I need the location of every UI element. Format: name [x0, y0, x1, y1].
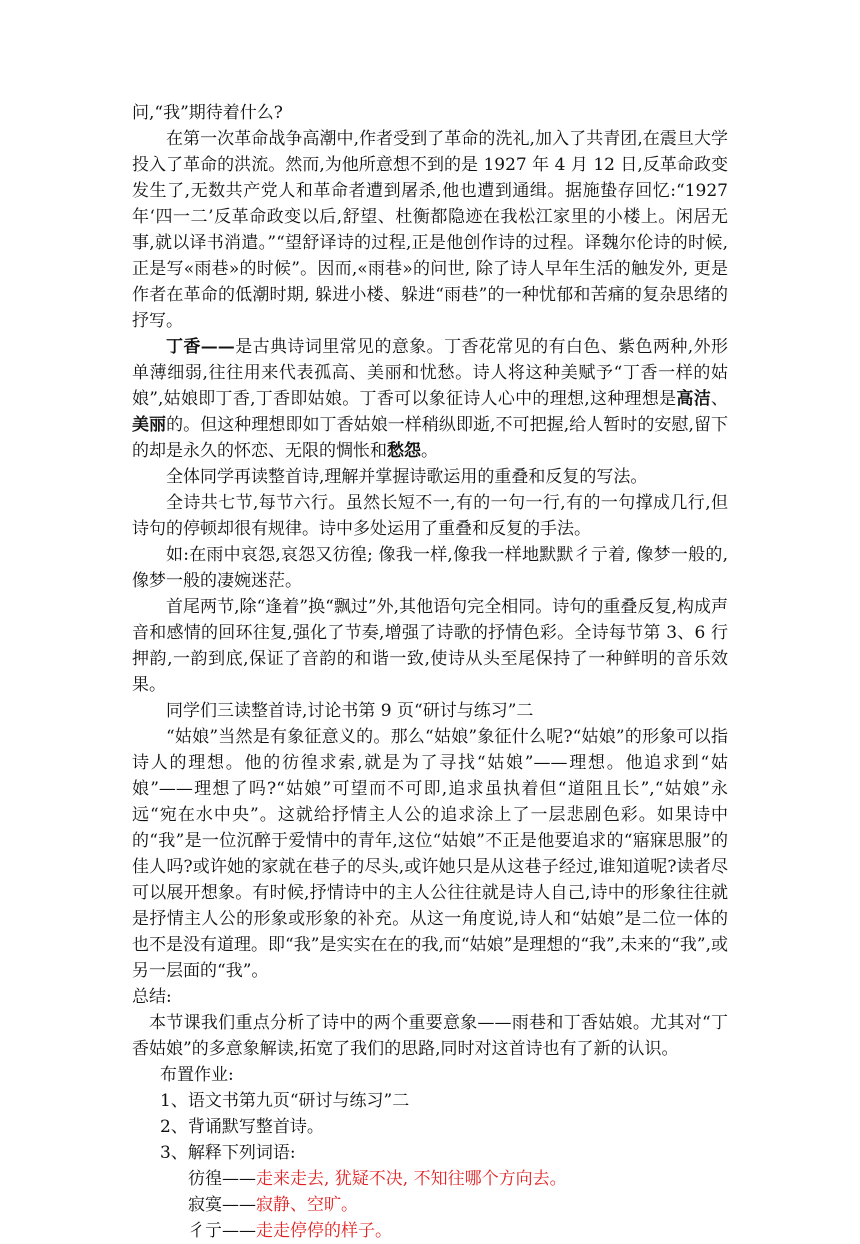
paragraph-structure: 全诗共七节,每节六行。虽然长短不一,有的一句一行,有的一句撑成几行,但诗句的停顿却很有规律。诗中多处运用了重叠和反复的手法。: [132, 493, 728, 539]
document-body: [132, 100, 728, 1244]
paragraph-girl-symbol: “姑娘”当然是有象征意义的。那么“姑娘”象征什么呢?“姑娘”的形象可以指诗人的理想。他的彷徨求索,就是为了寻找“姑娘”——理想。他追求到“姑娘”——理想了吗?“姑娘”可望而不可即,追求虽执着但“道阻且长”,“姑娘”永远“宛在水中央”。这就给抒情主人公的追求涂上了一层悲剧色彩。如果诗中的“我”是一位沉醉于爱情中的青年,这位“姑娘”不正是他要追求的“寤寐思服”的佳人吗?或许她的家就在巷子的尽头,或许她只是从这巷子经过,谁知道呢?读者尽可以展开想象。有时候,抒情诗中的主人公往往就是诗人自己,诗中的形象往往就是抒情主人公的形象或形象的补充。从这一角度说,诗人和“姑娘”是二位一体的也不是没有道理。即“我”是实实在在的我,而“姑娘”是理想的“我”,未来的“我”,或另一层面的“我”。: [132, 727, 728, 981]
paragraph-example: 如:在雨中哀怨,哀怨又彷徨; 像我一样,像我一样地默默彳亍着, 像梦一般的,像梦一般的凄婉迷茫。: [132, 545, 728, 591]
lilac-lead: 丁香——: [166, 337, 235, 357]
vocab-definition: 寂静、空旷。: [256, 1195, 358, 1215]
vocab-term: 寂寞——: [188, 1195, 256, 1215]
vocab-term: 彳亍——: [188, 1221, 256, 1241]
homework-heading: 布置作业:: [160, 1065, 234, 1085]
homework-item-2: 2、背诵默写整首诗。: [160, 1117, 324, 1137]
vocab-item: [132, 1166, 728, 1192]
homework-item-1: 1、语文书第九页“研讨与练习”二: [160, 1091, 410, 1111]
summary-text: 本节课我们重点分析了诗中的两个重要意象——雨巷和丁香姑娘。尤其对“丁香姑娘”的多意象解读,拓宽了我们的思路,同时对这首诗也有了新的认识。: [132, 1013, 728, 1059]
summary-heading: 总结:: [132, 987, 172, 1007]
vocab-item: [132, 1218, 728, 1244]
paragraph-repetition: 首尾两节,除“逢着”换“飘过”外,其他语句完全相同。诗句的重叠反复,构成声音和感情的回环往复,强化了节奏,增强了诗歌的抒情色彩。全诗每节第 3、6 行押韵,一韵到底,保证了音韵的和谐一致,使诗从头至尾保持了一种鲜明的音乐效果。: [132, 597, 728, 695]
vocab-definition: 走来走去, 犹疑不决, 不知往哪个方向去。: [256, 1169, 567, 1189]
lilac-bold-2: 美丽: [132, 415, 167, 435]
lilac-bold-1: 高洁: [676, 389, 711, 409]
lilac-text-a: 是古典诗词里常见的意象。丁香花常见的有白色、紫色两种,外形单薄细弱,往往用来代表孤高、美丽和忧愁。诗人将这种美赋予“丁香一样的姑娘”,姑娘即丁香,丁香即姑娘。丁香可以象征诗人心中的理想,这种理想是: [132, 337, 728, 409]
homework-item-3: 3、解释下列词语:: [160, 1143, 296, 1163]
vocab-item: [132, 1192, 728, 1218]
lilac-text-c: 、: [711, 389, 728, 409]
vocab-term: 彷徨——: [188, 1169, 256, 1189]
paragraph-discussion: 同学们三读整首诗,讨论书第 9 页“研讨与练习”二: [166, 701, 534, 721]
lilac-bold-3: 愁怨: [387, 441, 421, 461]
paragraph-reread: 全体同学再读整首诗,理解并掌握诗歌运用的重叠和反复的写法。: [166, 467, 648, 487]
paragraph-question: 问,“我”期待着什么?: [132, 103, 283, 123]
lilac-text-e: 。: [421, 441, 438, 461]
paragraph-lilac: [132, 334, 728, 464]
vocab-definition: 走走停停的样子。: [256, 1221, 392, 1241]
paragraph-background: 在第一次革命战争高潮中,作者受到了革命的洗礼,加入了共青团,在震旦大学投入了革命的洪流。然而,为他所意想不到的是 1927 年 4 月 12 日,反革命政变发生了,无数共产党人和革命者遭到屠杀,他也遭到通缉。据施蛰存回忆:“1927 年‘四一二’反革命政变以后,舒望、杜衡都隐迹在我松江家里的小楼上。闲居无事,就以译书消遣。”“望舒译诗的过程,正是他创作诗的过程。译魏尔伦诗的时候,正是写«雨巷»的时候”。因而,«雨巷»的问世, 除了诗人早年生活的触发外, 更是作者在革命的低潮时期, 躲进小楼、躲进“雨巷”的一种忧郁和苦痛的复杂思绪的抒写。: [132, 129, 728, 331]
lilac-text-d: 的。但这种理想即如丁香姑娘一样稍纵即逝,不可把握,给人暂时的安慰,留下的却是永久的怀恋、无限的惆怅和: [132, 415, 729, 461]
